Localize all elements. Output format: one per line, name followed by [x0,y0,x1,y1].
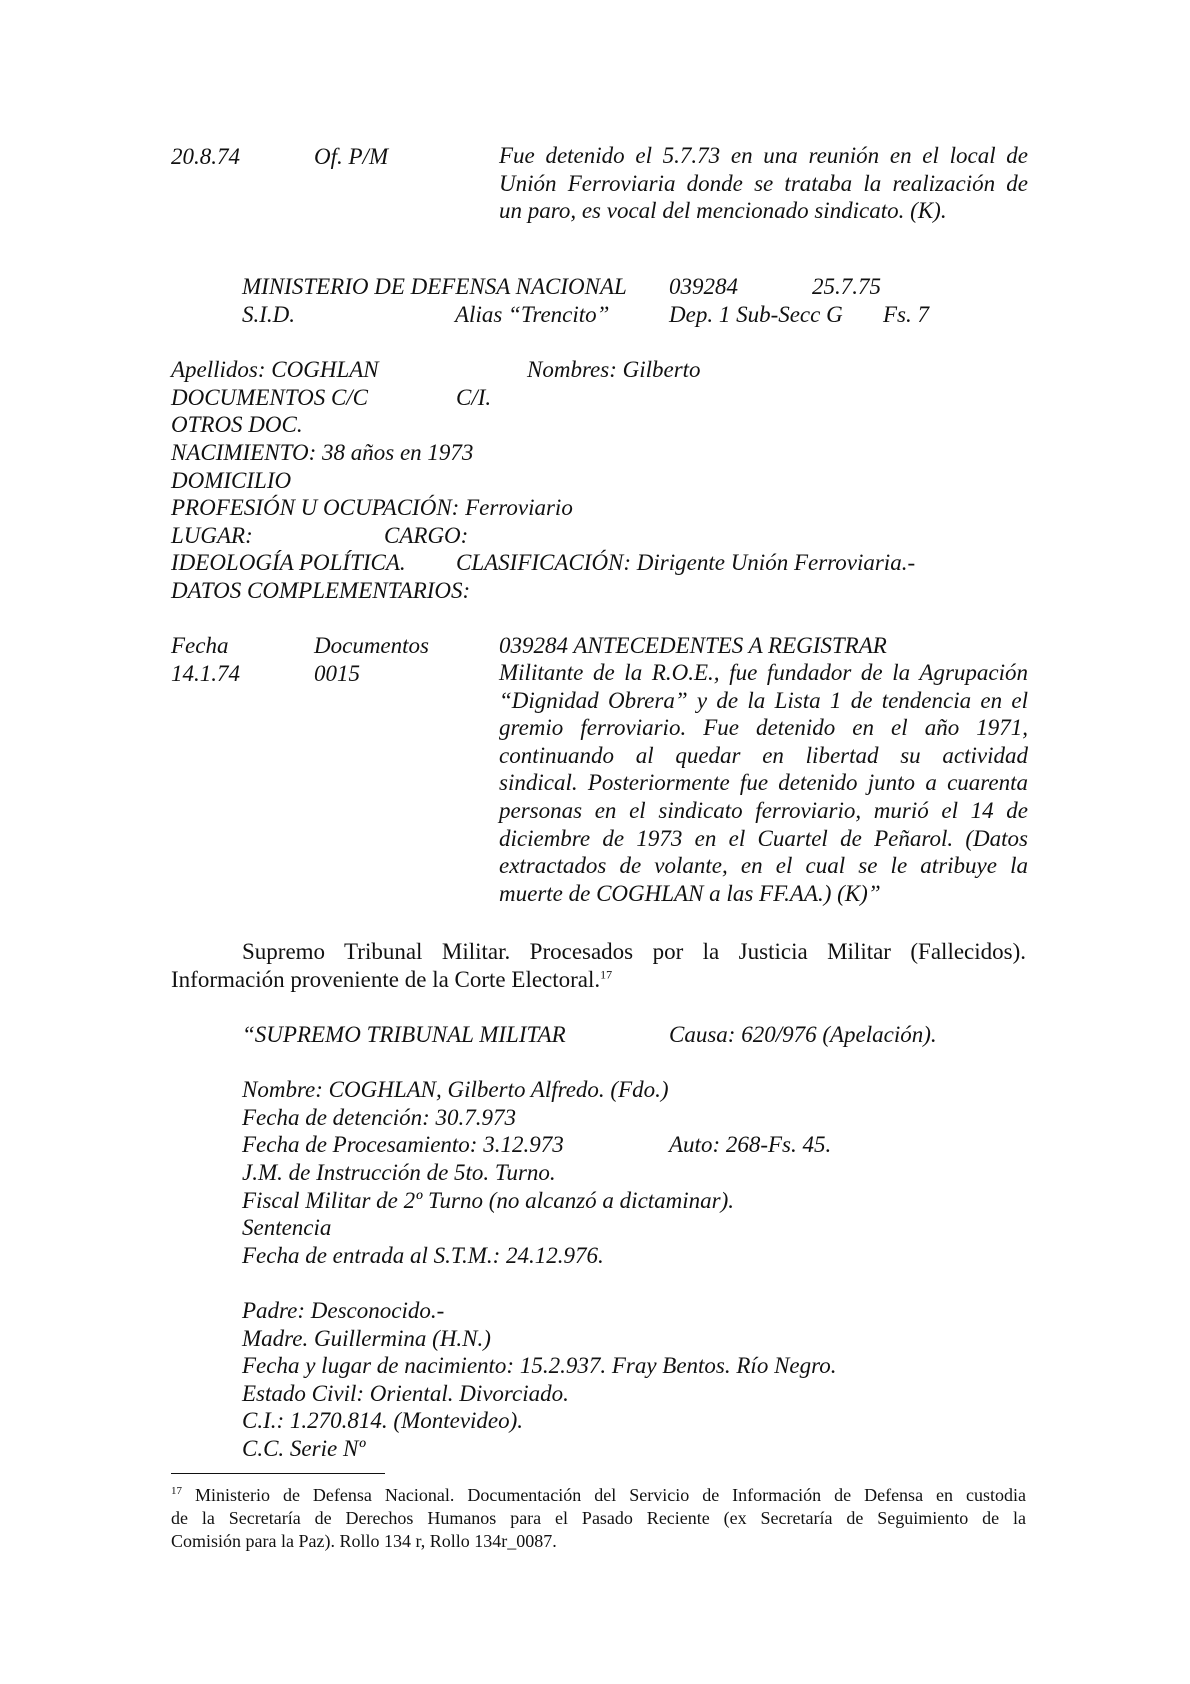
ministry-number: 039284 [669,274,738,299]
paragraph-line-text: Información proveniente de la Corte Electoral. [171,967,601,992]
field-documentos: DOCUMENTOS C/C [171,385,369,410]
text-line: diciembre de 1973 en el Cuartel de Peñarol. (Datos [499,825,1028,851]
stm-cc: C.C. Serie Nº [242,1436,366,1461]
antecedente-date: 14.1.74 [171,661,240,686]
field-datos-complementarios: DATOS COMPLEMENTARIOS: [171,578,471,603]
paragraph-line: Supremo Tribunal Militar. Procesados por la Justicia Militar (Fallecidos). [242,939,1026,964]
ministry-alias: Alias “Trencito” [455,302,610,327]
paragraph-line [171,966,1026,994]
field-profesion: PROFESIÓN U OCUPACIÓN: Ferroviario [171,495,573,520]
ministry-dep: Dep. 1 Sub-Secc G [669,302,843,327]
entry-date: 20.8.74 [171,144,240,169]
field-ideologia: IDEOLOGÍA POLÍTICA. [171,550,406,575]
footnote-line: de la Secretaría de Derechos Humanos para el Pasado Reciente (ex Secretaría de Seguimiento de la [171,1508,1026,1528]
text-line: sindical. Posteriormente fue detenido junto a cuarenta [499,770,1028,796]
field-nacimiento: NACIMIENTO: 38 años en 1973 [171,440,474,465]
footnote-number: 17 [171,1485,182,1497]
field-domicilio: DOMICILIO [171,468,292,493]
stm-nacimiento: Fecha y lugar de nacimiento: 15.2.937. Fray Bentos. Río Negro. [242,1353,837,1378]
stm-causa: Causa: 620/976 (Apelación). [669,1022,937,1047]
text-line: Fue detenido el 5.7.73 en una reunión en el local de [499,143,1028,168]
stm-fecha-detencion: Fecha de detención: 30.7.973 [242,1105,516,1130]
footnote-line-text: Ministerio de Defensa Nacional. Documentación del Servicio de Información de Defensa en custodia [194,1485,1026,1505]
text-line: Militante de la R.O.E., fue fundador de la Agrupación [499,660,1028,685]
field-otros: OTROS DOC. [171,412,303,437]
ministry-name: MINISTERIO DE DEFENSA NACIONAL [242,274,627,299]
field-nombres: Nombres: Gilberto [527,357,701,382]
footnote-separator [171,1473,385,1474]
stm-juzgado: J.M. de Instrucción de 5to. Turno. [242,1160,556,1185]
stm-ci: C.I.: 1.270.814. (Montevideo). [242,1408,524,1433]
body-paragraph [171,938,1026,994]
text-line: gremio ferroviario. Fue detenido en el año 1971, [499,715,1028,741]
field-clasificacion: CLASIFICACIÓN: Dirigente Unión Ferroviaria.- [456,550,916,575]
footnote-reference[interactable]: 17 [600,967,613,982]
stm-auto: Auto: 268-Fs. 45. [669,1132,832,1157]
stm-padre: Padre: Desconocido.- [242,1298,445,1323]
text-line: un paro, es vocal del mencionado sindicato. (K). [499,198,947,224]
text-line: muerte de COGHLAN a las FF.AA.) (K)” [499,880,881,906]
footnote-line [171,1484,1026,1507]
antecedente-document: 0015 [314,661,360,686]
text-line: “Dignidad Obrera” y de la Lista 1 de tendencia en el [499,687,1028,713]
stm-sentencia: Sentencia [242,1215,332,1240]
stm-nombre: Nombre: COGHLAN, Gilberto Alfredo. (Fdo.) [242,1077,669,1102]
column-documentos: Documentos [314,633,429,658]
text-line: personas en el sindicato ferroviario, murió el 14 de [499,797,1028,823]
ministry-date: 25.7.75 [812,274,881,299]
stm-fiscal: Fiscal Militar de 2º Turno (no alcanzó a dictaminar). [242,1188,735,1213]
ministry-fs: Fs. 7 [883,302,929,327]
field-apellidos: Apellidos: COGHLAN [171,357,379,382]
stm-madre: Madre. Guillermina (H.N.) [242,1326,491,1351]
stm-estado-civil: Estado Civil: Oriental. Divorciado. [242,1381,569,1406]
field-ci: C/I. [456,385,492,410]
footnote [171,1484,1026,1553]
entry-text [499,142,1028,225]
text-line: Unión Ferroviaria donde se trataba la realización de [499,170,1028,196]
stm-title: “SUPREMO TRIBUNAL MILITAR [242,1022,566,1047]
stm-fecha-procesamiento: Fecha de Procesamiento: 3.12.973 [242,1132,564,1157]
entry-document: Of. P/M [314,144,389,169]
field-lugar: LUGAR: [171,523,253,548]
column-fecha: Fecha [171,633,229,658]
antecedentes-header: 039284 ANTECEDENTES A REGISTRAR [499,633,887,658]
ministry-sid: S.I.D. [242,302,296,327]
field-cargo: CARGO: [384,523,469,548]
antecedente-text [499,659,1028,907]
stm-fecha-entrada: Fecha de entrada al S.T.M.: 24.12.976. [242,1243,604,1268]
footnote-line: Comisión para la Paz). Rollo 134 r, Rollo 134r_0087. [171,1531,557,1551]
text-line: extractados de volante, en el cual se le atribuye la [499,853,1028,879]
text-line: continuando al quedar en libertad su actividad [499,742,1028,768]
